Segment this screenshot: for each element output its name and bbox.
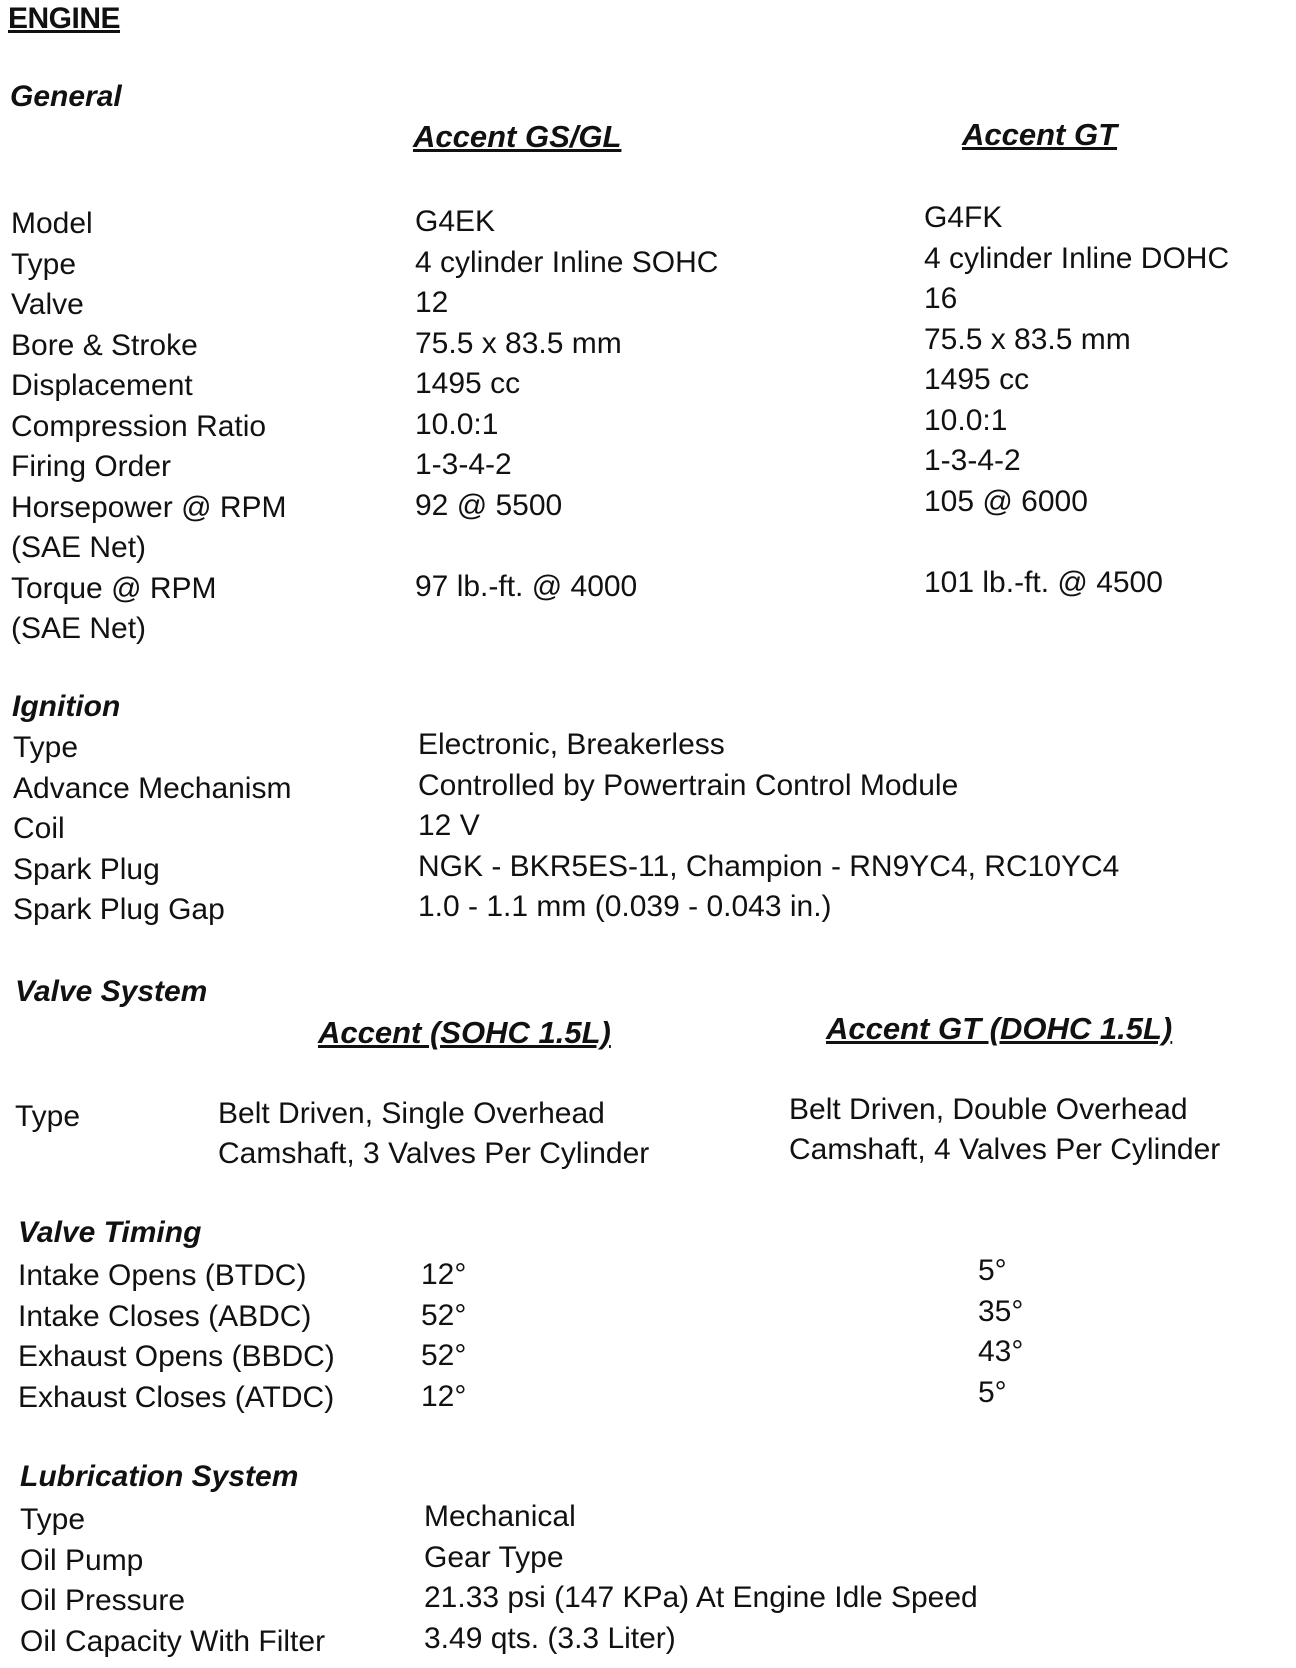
- valve-timing-value-1: 12°: [421, 1258, 467, 1291]
- valve-timing-value-2: 5°: [978, 1254, 1007, 1287]
- lubrication-label: Oil Pressure: [20, 1584, 186, 1617]
- ignition-labels: [13, 728, 291, 931]
- ignition-label: Advance Mechanism: [13, 771, 292, 805]
- lubrication-labels: [20, 1500, 325, 1662]
- valve-system-col2-heading: Accent GT (DOHC 1.5L): [826, 1011, 1173, 1046]
- valve-timing-col1: [421, 1255, 466, 1417]
- general-value-1: 75.5 x 83.5 mm: [415, 326, 622, 360]
- general-col1-heading: Accent GS/GL: [413, 119, 622, 154]
- valve-timing-value-2: 5°: [978, 1375, 1007, 1409]
- general-value-2: [924, 522, 1229, 563]
- general-value-2: 105 @ 6000: [924, 484, 1088, 518]
- valve-timing-value-1: 52°: [421, 1339, 467, 1372]
- ignition-label: Type: [13, 731, 79, 764]
- general-col2-heading: Accent GT: [962, 117, 1118, 152]
- valve-timing-label: Intake Opens (BTDC): [18, 1259, 307, 1292]
- general-value-2: 16: [924, 282, 958, 315]
- general-value-1: [415, 526, 718, 567]
- ignition-value: NGK - BKR5ES-11, Champion - RN9YC4, RC10YC4: [418, 849, 1120, 883]
- general-label: Compression Ratio: [11, 409, 267, 443]
- general-label: Bore & Stroke: [11, 328, 198, 362]
- general-value-2: 101 lb.-ft. @ 4500: [924, 565, 1163, 599]
- valve-system-col1-line2: Camshaft, 3 Valves Per Cylinder: [218, 1137, 650, 1170]
- general-label: Displacement: [11, 369, 193, 402]
- lubrication-values: [424, 1497, 978, 1659]
- ignition-values: [418, 725, 1119, 928]
- general-value-2: 4 cylinder Inline DOHC: [924, 241, 1230, 275]
- general-value-1: 12: [415, 286, 449, 319]
- lubrication-value: Mechanical: [424, 1500, 576, 1533]
- ignition-value: 12 V: [418, 809, 480, 842]
- ignition-heading: Ignition: [12, 690, 121, 723]
- general-value-1: G4EK: [415, 205, 496, 238]
- lubrication-value: 21.33 psi (147 KPa) At Engine Idle Speed: [424, 1581, 978, 1614]
- valve-timing-label: Exhaust Opens (BBDC): [18, 1340, 335, 1373]
- ignition-label: Spark Plug Gap: [13, 893, 225, 926]
- general-label: (SAE Net): [11, 531, 147, 564]
- lubrication-heading: Lubrication System: [20, 1460, 299, 1493]
- valve-timing-value-1: 52°: [421, 1298, 467, 1332]
- valve-timing-label: Exhaust Closes (ATDC): [18, 1380, 335, 1414]
- lubrication-value: 3.49 qts. (3.3 Liter): [424, 1621, 676, 1655]
- valve-system-col2-line2: Camshaft, 4 Valves Per Cylinder: [789, 1133, 1221, 1166]
- valve-system-heading: Valve System: [15, 975, 208, 1008]
- valve-timing-label: Intake Closes (ABDC): [18, 1299, 312, 1333]
- ignition-label: Coil: [13, 812, 65, 845]
- general-value-2: 1495 cc: [924, 363, 1030, 396]
- general-col2-values: [924, 198, 1229, 644]
- ignition-value: Electronic, Breakerless: [418, 728, 725, 761]
- general-value-1: 92 @ 5500: [415, 488, 563, 522]
- ignition-value: Controlled by Powertrain Control Module: [418, 768, 959, 802]
- general-value-2: 1-3-4-2: [924, 444, 1021, 477]
- general-value-1: 4 cylinder Inline SOHC: [415, 245, 719, 279]
- general-col1-values: [415, 202, 718, 648]
- valve-timing-value-1: 12°: [421, 1379, 467, 1413]
- lubrication-label: Oil Capacity With Filter: [20, 1624, 326, 1658]
- ignition-value: 1.0 - 1.1 mm (0.039 - 0.043 in.): [418, 890, 832, 923]
- valve-system-type-label: Type: [15, 1100, 81, 1133]
- general-label: Torque @ RPM: [11, 571, 217, 605]
- valve-timing-value-2: 43°: [978, 1335, 1024, 1368]
- general-value-2: G4FK: [924, 201, 1003, 234]
- valve-timing-labels: [18, 1256, 335, 1418]
- general-label: Horsepower @ RPM: [11, 490, 287, 524]
- ignition-label: Spark Plug: [13, 852, 160, 886]
- valve-system-col2-line1: Belt Driven, Double Overhead: [789, 1093, 1188, 1126]
- general-value-2: [924, 603, 1229, 644]
- general-labels: [11, 204, 287, 650]
- general-heading: General: [10, 80, 122, 113]
- lubrication-label: Type: [20, 1503, 86, 1536]
- valve-system-col1-line1: Belt Driven, Single Overhead: [218, 1097, 605, 1130]
- general-label: Model: [11, 207, 93, 240]
- general-label: Type: [11, 247, 77, 281]
- lubrication-value: Gear Type: [424, 1540, 564, 1574]
- valve-timing-heading: Valve Timing: [18, 1216, 202, 1249]
- page-title: ENGINE: [8, 2, 121, 35]
- general-value-1: 10.0:1: [415, 407, 499, 441]
- general-value-2: 75.5 x 83.5 mm: [924, 322, 1131, 356]
- valve-timing-value-2: 35°: [978, 1294, 1024, 1328]
- general-value-1: 1-3-4-2: [415, 448, 512, 481]
- general-label: (SAE Net): [11, 612, 147, 645]
- lubrication-label: Oil Pump: [20, 1543, 144, 1577]
- general-label: Firing Order: [11, 450, 172, 483]
- valve-timing-col2: [978, 1251, 1023, 1413]
- general-value-1: 97 lb.-ft. @ 4000: [415, 569, 638, 603]
- general-value-1: [415, 607, 718, 648]
- general-value-2: 10.0:1: [924, 403, 1008, 437]
- general-value-1: 1495 cc: [415, 367, 521, 400]
- general-label: Valve: [11, 288, 84, 321]
- valve-system-col1-heading: Accent (SOHC 1.5L): [318, 1015, 611, 1050]
